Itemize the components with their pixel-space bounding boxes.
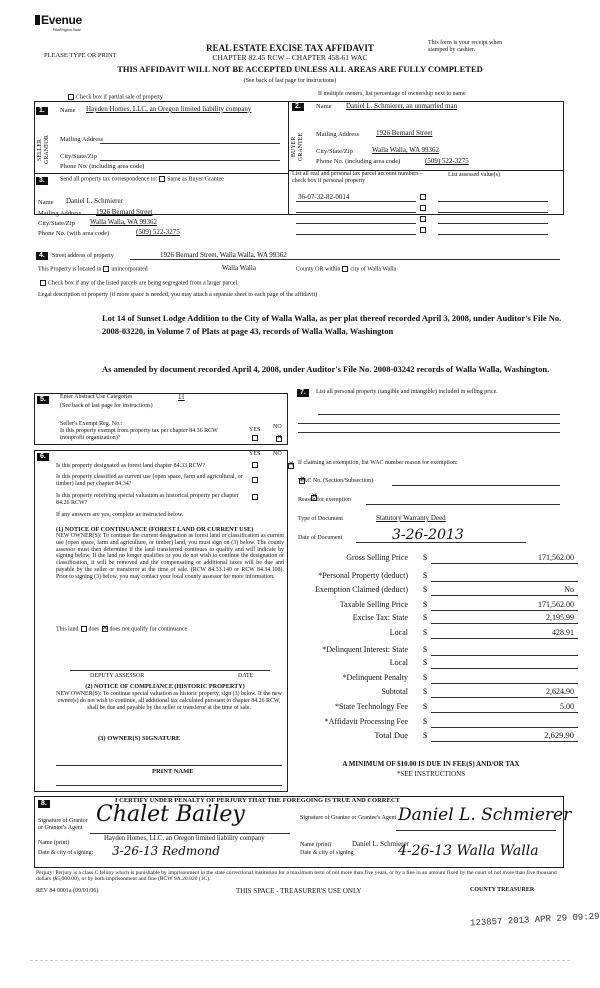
doc-type-label: Type of Document <box>298 516 343 522</box>
county-or: County OR within city of Walla Walla <box>296 266 397 273</box>
parcels-header: List all real and personal tax parcel account numbers – check box if personal property <box>292 171 424 184</box>
tax-corr-name[interactable]: Daniel L. Schmierer <box>66 197 123 205</box>
fee-label: *Affidavit Processing Fee <box>324 717 408 726</box>
grantee-date-label: Date & city of signing <box>300 850 354 856</box>
fee-value[interactable]: 2,624.90 <box>546 687 574 696</box>
fee-label: Exemption Claimed (deduct) <box>315 585 408 594</box>
tax-corr-city[interactable]: Walla Walla, WA 99362 <box>90 218 158 226</box>
fee-label: Local <box>389 628 408 637</box>
fee-label: *Personal Property (deduct) <box>318 571 408 580</box>
fee-label: *Delinquent Penalty <box>342 673 408 682</box>
tax-corr-label: Send all property tax correspondence to: Same as Buyer/Grantee <box>60 176 224 183</box>
grantor-sig-label: Signature of Grantor or Grantor's Agent <box>38 818 88 831</box>
personal-property-checkbox[interactable] <box>420 216 426 222</box>
tax-corr-name-label: Name <box>38 199 54 206</box>
wac-label: WAC No. (Section/Subsection) <box>298 478 374 484</box>
fee-currency: $ <box>423 645 427 654</box>
grantee-print-label: Name (print) <box>300 842 332 848</box>
seller-name-label: Name <box>60 107 76 114</box>
minimum-notice: A MINIMUM OF $10.00 IS DUE IN FEE(S) AND/OR TAX <box>342 760 520 768</box>
grantee-date[interactable]: 4-26-13 Walla Walla <box>398 843 539 859</box>
tax-corr-mailing-label: Mailing Address <box>38 210 82 217</box>
doc-type-value[interactable]: Statutory Warranty Deed <box>376 514 446 522</box>
tax-corr-phone[interactable]: (509) 522-3275 <box>136 228 180 236</box>
fee-value[interactable]: 2,195.99 <box>546 613 574 622</box>
fee-row <box>300 702 578 713</box>
personal-property-label: List all personal property (tangible and intangible) included in selling price. <box>316 389 498 395</box>
fee-row <box>300 585 578 596</box>
fee-currency: $ <box>423 628 427 637</box>
abstract-use-value[interactable]: 11 <box>178 393 185 401</box>
fee-value[interactable]: 171,562.00 <box>538 553 574 562</box>
grantee-print[interactable]: Daniel L. Schmierer <box>352 840 409 848</box>
located-in: This Property is located in unincorporated <box>38 266 148 273</box>
section-5-number: 5. <box>37 396 49 404</box>
seller-city-label: City/State/Zip <box>60 153 97 160</box>
yes-header: YES <box>249 451 261 457</box>
section-7-number: 7. <box>297 389 309 397</box>
receipt-note: This form is your receipt when stamped by cashier. <box>428 40 503 53</box>
buyer-name[interactable]: Daniel L. Schmierer, an unmarried man <box>346 102 458 110</box>
no-header: NO <box>273 424 282 430</box>
street-value[interactable]: 1926 Bernard Street, Walla Walla, WA 99362 <box>160 251 287 259</box>
fee-row <box>300 658 578 669</box>
certify-statement: I CERTIFY UNDER PENALTY OF PERJURY THAT THE FOREGOING IS TRUE AND CORRECT <box>115 797 400 804</box>
exemption-question: If claiming an exemption, list WAC number reason for exemption: <box>298 460 458 466</box>
partial-sale-checkbox[interactable] <box>68 94 74 100</box>
fee-currency: $ <box>423 600 427 609</box>
fee-row <box>300 571 578 582</box>
fee-row <box>300 553 578 564</box>
logo-mark-icon <box>35 15 40 25</box>
fee-currency: $ <box>423 613 427 622</box>
see-back: (See back of last page for instructions) <box>243 78 337 84</box>
cashier-stamp: 123857 2013 APR 29 09:29 <box>469 911 600 929</box>
section-1-number: 1. <box>36 107 48 115</box>
segregated-checkbox[interactable] <box>40 280 46 286</box>
fee-label: Subtotal <box>381 687 408 696</box>
fee-label: *Delinquent Interest: State <box>322 645 408 654</box>
grantor-print[interactable]: Hayden Homes, LLC, an Oregon limited liability company <box>104 835 265 842</box>
buyer-phone-label: Phone No. (including area code) <box>316 158 401 165</box>
fee-row <box>300 687 578 698</box>
seller-side-label: SELLER GRANTOR <box>37 135 50 165</box>
fee-currency: $ <box>423 717 427 726</box>
personal-property-checkbox[interactable] <box>420 205 426 211</box>
buyer-city[interactable]: Walla Walla, WA 99362 <box>372 146 440 154</box>
fee-row <box>300 600 578 611</box>
reason-label: Reason for exemption <box>298 497 351 503</box>
fee-value[interactable]: 428.91 <box>552 628 574 637</box>
current-use-q: Is this property classified as current use (open space, farm and agricultural, or timber) land per chapter 84.34? <box>56 474 243 487</box>
land-does-checkbox[interactable] <box>81 626 87 632</box>
fee-row <box>300 645 578 656</box>
seller-mailing-label: Mailing Address <box>60 136 104 143</box>
exempt-yes-checkbox[interactable] <box>252 435 258 441</box>
buyer-name-label: Name <box>316 103 332 110</box>
county-name[interactable]: Walla Walla <box>222 264 256 272</box>
same-as-buyer-checkbox[interactable] <box>159 176 165 182</box>
grantee-signature[interactable]: Daniel L. Schmierer <box>398 805 572 825</box>
section-6-number: 6. <box>37 453 49 461</box>
grantor-date-label: Date & city of signing: <box>38 850 94 856</box>
fee-currency: $ <box>423 585 427 594</box>
historic-yes-checkbox[interactable] <box>252 494 258 500</box>
fee-label: Gross Selling Price <box>346 553 408 562</box>
fee-row <box>300 731 578 742</box>
fee-label: Local <box>389 658 408 667</box>
forest-yes-checkbox[interactable] <box>252 462 258 468</box>
section-3-number: 3. <box>36 177 48 185</box>
grantee-sig-label: Signature of Grantee or Grantee's Agent <box>300 815 397 821</box>
print-name-label: PRINT NAME <box>152 768 194 775</box>
personal-property-checkbox[interactable] <box>420 227 426 233</box>
fee-label: Excise Tax: State <box>352 613 408 622</box>
partial-sale: Check box if partial sale of property <box>66 94 163 101</box>
forest-q: Is this property designated as forest land chapter 84.33 RCW? <box>56 463 205 469</box>
deputy-date: DATE <box>238 673 254 679</box>
fee-value[interactable]: 2,629.90 <box>544 730 574 740</box>
yes-header: YES <box>249 427 261 433</box>
fee-currency: $ <box>423 687 427 696</box>
city-checkbox[interactable] <box>342 266 348 272</box>
page-title: REAL ESTATE EXCISE TAX AFFIDAVIT <box>206 43 374 53</box>
forest-no-checkbox[interactable] <box>288 463 294 469</box>
buyer-phone[interactable]: (509) 522-3275 <box>425 157 469 165</box>
section-8-number: 8. <box>38 800 50 808</box>
assessed-header: List assessed value(s) <box>448 172 500 178</box>
logo: Evenue Washington State <box>35 14 82 32</box>
land-does-not-checkbox[interactable] <box>102 626 108 632</box>
legal-description-1: Lot 14 of Sunset Lodge Addition to the City of Walla Walla, as per plat thereof recorded April 3, 2008, under Auditor's File No. 2008-03220, in Volume 7 of Plats at page 43, records of Walla Walla, Washington <box>102 313 562 336</box>
fee-value[interactable]: 171,562.00 <box>538 600 574 609</box>
grantor-date[interactable]: 3-26-13 Redmond <box>112 844 220 858</box>
segregated: Check box if any of the listed parcels are being segregated from a larger parcel. <box>38 280 239 287</box>
fee-row <box>300 717 578 728</box>
grantor-signature[interactable]: Chalet Bailey <box>96 802 245 827</box>
treasurer-space: THIS SPACE - TREASURER'S USE ONLY <box>236 887 362 895</box>
fee-label: *State Technology Fee <box>334 702 408 711</box>
see-instructions: *SEE INSTRUCTIONS <box>396 770 466 778</box>
legal-description-2: As amended by document recorded April 4, 2008, under Auditor's File No. 2008-03242 records of Walla Walla, Washington. <box>102 364 550 374</box>
fee-row <box>300 673 578 684</box>
fee-currency: $ <box>423 571 427 580</box>
parcel-number[interactable]: 36-07-32-82-0014 <box>298 193 350 201</box>
fee-currency: $ <box>423 673 427 682</box>
continuance-title: (1) NOTICE OF CONTINUANCE (FOREST LAND OR CURRENT USE) <box>56 526 254 533</box>
buyer-side-label: BUYER GRANTEE <box>291 133 304 161</box>
unincorporated-checkbox[interactable] <box>103 266 109 272</box>
exempt-q: Is this property exempt from property tax per chapter 84.36 RCW (nonprofit organization)? <box>60 428 218 441</box>
multiple-owners: If multiple owners, list percentage of ownership next to name <box>318 91 466 97</box>
section-5-see-back: (See back of last page for instructions) <box>60 403 153 409</box>
type-or-print: PLEASE TYPE OR PRINT <box>44 52 117 59</box>
doc-date-label: Date of Document <box>298 535 343 541</box>
seller-phone-label: Phone No. (including area code) <box>60 163 145 170</box>
fee-label: Taxable Selling Price <box>339 600 408 609</box>
fee-currency: $ <box>423 553 427 562</box>
seller-name[interactable]: Hayden Homes, LLC, an Oregon limited liability company <box>86 105 252 113</box>
fee-row <box>300 628 578 639</box>
fee-row <box>300 613 578 624</box>
street-label: Street address of property <box>52 253 114 259</box>
fee-currency: $ <box>423 658 427 667</box>
page-subtitle: CHAPTER 82.45 RCW – CHAPTER 458-61 WAC <box>212 53 368 62</box>
if-yes: If any answers are yes, complete as instructed below. <box>56 512 184 518</box>
fee-label: Total Due <box>374 730 408 740</box>
form-revision: REV 84 0001a (09/01/06) <box>36 888 99 894</box>
perjury-notice: Perjury: Perjury is a class C felony which is punishable by imprisonment in the state correctional institution for a maximum term of not more than five years, or by a fine in an amount fixed by the court of not more than five thousand dollars ($5,000.00), or by both imprisonment and fine (RCW 9A.20.020 (1C). <box>36 870 557 883</box>
exempt-no-checkbox[interactable] <box>276 436 282 442</box>
this-land: This land does✕ does not qualify for continuance <box>56 626 187 633</box>
deputy-assessor: DEPUTY ASSESSOR <box>90 673 145 679</box>
abstract-use-label: Enter Abstract Use Categories <box>60 394 133 400</box>
fee-value[interactable]: No <box>564 585 574 594</box>
current-use-yes-checkbox[interactable] <box>252 477 258 483</box>
no-header: NO <box>273 451 282 457</box>
section-2-number: 2. <box>292 103 304 111</box>
tax-corr-city-label: City/State/Zip <box>38 220 75 227</box>
doc-date-value[interactable]: 3-26-2013 <box>392 527 464 543</box>
fee-currency: $ <box>423 730 428 740</box>
exempt-reg-label: Seller's Exempt Reg. No.: <box>60 421 123 427</box>
compliance-text: NEW OWNER(S): To continue special valuation as historic property, sign (3) below. If the new owner(s) do not wish to continue, all additional tax calculated pursuant to chapter 84.26 RCW, shall be due and payable by the seller or transferor at the time of sale. <box>56 691 282 711</box>
section-4-number: 4. <box>36 252 48 260</box>
personal-property-checkbox[interactable] <box>420 194 426 200</box>
legal-label: Legal description of property (if more space is needed, you may attach a separate sheet to each page of the affidavit) <box>38 292 318 298</box>
warning: THIS AFFIDAVIT WILL NOT BE ACCEPTED UNLESS ALL AREAS ARE FULLY COMPLETED <box>117 64 483 74</box>
historic-q: Is this property receiving special valuation as historical property per chapter 84.26 RCW? <box>56 493 239 506</box>
compliance-title: (2) NOTICE OF COMPLIANCE (HISTORIC PROPERTY) <box>85 683 245 690</box>
owner-signature-label: (3) OWNER(S) SIGNATURE <box>98 735 181 742</box>
continuance-text: NEW OWNER(S): To continue the current designation as forest land or classification as current use (open space, farm and agriculture, or timber) land, you must sign on (3) below. The county assessor must then determine if the land transferred continues to qualify and will indicate by signing below. If the land no longer qualifies or you do not wish to continue the designation or classification, it will be removed and the compensating or additional taxes will be due and payable by the seller or transferor at the time of sale. (RCW 84.33.140 or RCW 84.34.108). Prior to signing (3) below, you may contact your local county assessor for more information. <box>56 533 284 580</box>
fee-value[interactable]: 5.00 <box>560 702 574 711</box>
fee-currency: $ <box>423 702 427 711</box>
grantor-print-label: Name (print) <box>38 840 70 846</box>
buyer-mailing-label: Mailing Address <box>316 131 360 138</box>
tax-corr-phone-label: Phone No. (with area code) <box>38 230 110 237</box>
tax-corr-mailing[interactable]: 1926 Bernard Street <box>96 208 153 216</box>
county-treasurer: COUNTY TREASURER <box>470 887 535 893</box>
buyer-mailing[interactable]: 1926 Bernard Street <box>376 129 433 137</box>
buyer-city-label: City/State/Zip <box>316 148 353 155</box>
